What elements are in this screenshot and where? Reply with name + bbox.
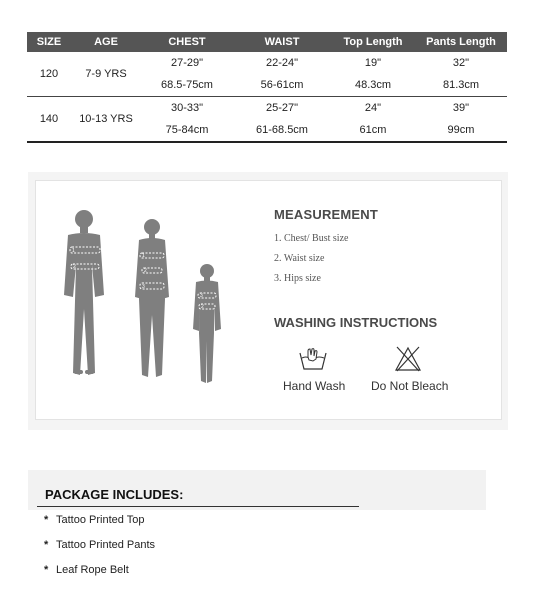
list-item (44, 564, 129, 576)
measurement-item: 1. Chest/ Bust size (274, 233, 349, 244)
do-not-bleach-label: Do Not Bleach (371, 379, 449, 393)
body-measurement-figures (48, 205, 246, 409)
hand-wash-label: Hand Wash (283, 379, 346, 393)
figure-label-2: 2 (73, 264, 76, 270)
cell-chest (141, 97, 233, 141)
cell-waist (233, 52, 331, 96)
bullet: * (44, 514, 49, 526)
header-pants-length: Pants Length (426, 36, 496, 48)
table-row (27, 97, 507, 141)
cell-pants-in: 39" (452, 102, 470, 114)
cell-chest-in: 27-29" (170, 57, 204, 69)
cell-top-in: 19" (364, 57, 382, 69)
cell-top-in: 24" (364, 102, 382, 114)
cell-top-cm: 48.3cm (354, 79, 392, 91)
figure-label-2: 2 (144, 268, 147, 274)
table-bottom-rule (27, 141, 507, 143)
bullet: * (44, 539, 49, 551)
measurement-item: 2. Waist size (274, 253, 325, 264)
cell-pants-in: 32" (452, 57, 470, 69)
cell-pants-cm: 99cm (447, 124, 475, 136)
cell-pants-length (415, 52, 507, 96)
cell-waist-in: 25-27" (265, 102, 299, 114)
cell-top-cm: 61cm (359, 124, 387, 136)
cell-pants-length (415, 97, 507, 141)
cell-chest-cm: 68.5-75cm (161, 79, 213, 91)
package-title: PACKAGE INCLUDES: (45, 487, 184, 502)
measurement-item: 3. Hips size (274, 273, 321, 284)
package-rule (37, 506, 359, 507)
measurement-card (35, 180, 502, 420)
size-chart-table (27, 32, 507, 143)
header-age: AGE (94, 36, 118, 48)
adult-female-figure (135, 219, 169, 377)
cell-size: 140 (39, 113, 59, 125)
package-item-label: Tattoo Printed Pants (56, 539, 156, 551)
cell-waist-cm: 61-68.5cm (256, 124, 308, 136)
header-size: SIZE (36, 36, 62, 48)
package-item-label: Leaf Rope Belt (56, 564, 129, 576)
cell-top-length (331, 52, 415, 96)
cell-pants-cm: 81.3cm (442, 79, 480, 91)
cell-size: 120 (39, 68, 59, 80)
child-figure (193, 264, 221, 383)
cell-age: 10-13 YRS (79, 113, 133, 125)
cell-waist (233, 97, 331, 141)
figure-label-3: 3 (200, 293, 203, 299)
adult-male-figure (64, 210, 104, 375)
hand-wash-icon (298, 347, 328, 373)
cell-chest-cm: 75-84cm (165, 124, 209, 136)
figure-label-2: 2 (201, 304, 204, 310)
do-not-bleach-icon (394, 345, 422, 373)
washing-title: WASHING INSTRUCTIONS (274, 315, 438, 330)
cell-waist-in: 22-24" (265, 57, 299, 69)
cell-top-length (331, 97, 415, 141)
bullet: * (44, 564, 49, 576)
table-row (27, 52, 507, 96)
measurement-panel (28, 172, 508, 430)
figure-label-1: 1 (72, 248, 75, 254)
measurement-title: MEASUREMENT (274, 207, 379, 222)
figure-label-3: 3 (142, 284, 145, 290)
package-section (28, 470, 486, 582)
table-header-row (27, 32, 507, 52)
header-waist: WAIST (264, 36, 300, 48)
figure-label-1: 1 (142, 253, 145, 259)
list-item (44, 539, 155, 551)
list-item (44, 514, 144, 526)
cell-chest-in: 30-33" (170, 102, 204, 114)
header-top-length: Top Length (343, 36, 403, 48)
package-item-label: Tattoo Printed Top (56, 514, 145, 526)
header-chest: CHEST (168, 36, 206, 48)
cell-age: 7-9 YRS (85, 68, 127, 80)
cell-waist-cm: 56-61cm (260, 79, 304, 91)
cell-chest (141, 52, 233, 96)
